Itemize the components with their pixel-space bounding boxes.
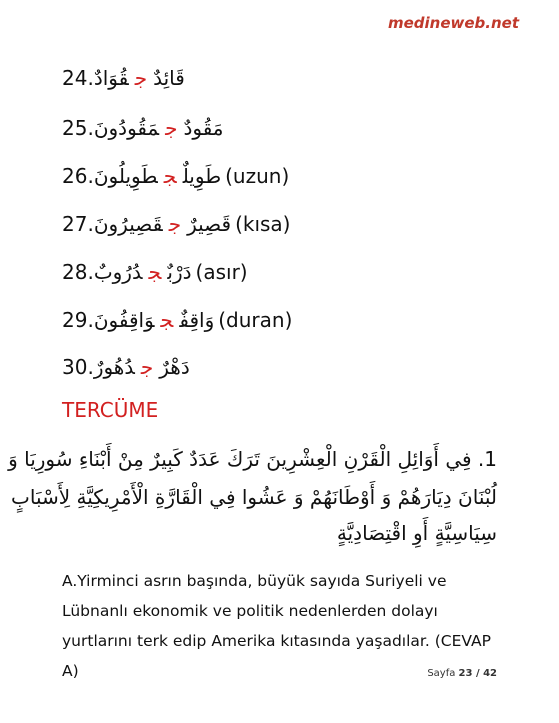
plural-marker: ج xyxy=(168,212,182,236)
turkish-translation: A.Yirminci asrın başında, büyük sayıda Suriyeli ve Lübnanlı ekonomik ve politik nedenlerden dolayı yurtlarını terk edip Amerika kıtasında yaşadılar. (CEVAP A) xyxy=(62,572,491,680)
vocab-row xyxy=(62,355,190,379)
vocab-singular: قَصِيرٌ xyxy=(187,212,232,236)
page-footer xyxy=(427,668,497,679)
vocab-gloss: (kısa) xyxy=(235,212,291,236)
vocab-singular: دَرْبٌ xyxy=(167,260,192,284)
vocab-arabic xyxy=(94,164,221,188)
vocab-plural: طَوِيلُونَ xyxy=(93,164,158,188)
section-heading: TERCÜME xyxy=(62,398,159,422)
plural-marker: ج xyxy=(140,355,154,379)
arabic-sentence-line-2: لُبْنَانَ دِيَارَهُمْ وَ أَوْطَانَهُمْ وَ عَشُوا فِي الْقَارَّةِ الْأَمْرِيكِيَّةِ لِأَسْبَابٍ xyxy=(11,485,497,509)
plural-marker: ج xyxy=(148,260,162,284)
vocab-plural: وَاقِفُونَ xyxy=(93,308,155,332)
vocab-row xyxy=(62,116,224,140)
vocab-singular: طَوِيلٌ xyxy=(182,164,222,188)
vocab-number: 27. xyxy=(62,212,94,236)
plural-marker: ج xyxy=(160,308,174,332)
vocab-gloss: (asır) xyxy=(195,260,248,284)
page-number: 23 / 42 xyxy=(458,668,497,679)
vocab-number: 25. xyxy=(62,116,94,140)
vocab-arabic xyxy=(94,260,192,284)
vocab-arabic xyxy=(94,116,224,140)
vocab-singular: وَاقِفٌ xyxy=(179,308,215,332)
vocab-singular: مَقُودٌ xyxy=(183,116,224,140)
vocab-plural: دُهُورٌ xyxy=(93,355,135,379)
site-watermark: medineweb.net xyxy=(387,14,519,32)
vocab-row xyxy=(62,260,248,284)
vocab-singular: دَهْرٌ xyxy=(159,355,190,379)
plural-marker: ج xyxy=(134,66,148,90)
vocab-arabic xyxy=(94,212,231,236)
vocab-number: 24. xyxy=(62,66,94,90)
arabic-sentence-line-1: 1. فِي أَوَائِلِ الْقَرْنِ الْعِشْرِينَ تَرَكَ عَدَدٌ كَبِيرٌ مِنْ أَبْنَاءِ سُورِيَا وَ xyxy=(8,447,497,471)
vocab-number: 26. xyxy=(62,164,94,188)
vocab-row xyxy=(62,66,185,90)
vocab-plural: قُوَادٌ xyxy=(93,66,129,90)
vocab-singular: قَائِدٌ xyxy=(153,66,185,90)
vocab-arabic xyxy=(94,66,185,90)
vocab-number: 30. xyxy=(62,355,94,379)
vocab-arabic xyxy=(94,355,190,379)
plural-marker: ج xyxy=(165,116,178,140)
page-label: Sayfa xyxy=(427,668,456,679)
vocab-arabic xyxy=(94,308,214,332)
vocab-plural: مَقُودُونَ xyxy=(93,116,160,140)
vocab-row xyxy=(62,164,289,188)
vocab-gloss: (uzun) xyxy=(225,164,290,188)
vocab-plural: دُرُوبٌ xyxy=(93,260,143,284)
vocab-plural: قَصِيرُونَ xyxy=(93,212,163,236)
vocab-row xyxy=(62,212,290,236)
arabic-sentence-line-3: سِيَاسِيَّةٍ أَوِ اقْتِصَادِيَّةٍ xyxy=(336,521,497,545)
plural-marker: ج xyxy=(163,164,177,188)
vocab-gloss: (duran) xyxy=(218,308,293,332)
vocab-row xyxy=(62,308,292,332)
vocab-number: 29. xyxy=(62,308,94,332)
vocab-number: 28. xyxy=(62,260,94,284)
